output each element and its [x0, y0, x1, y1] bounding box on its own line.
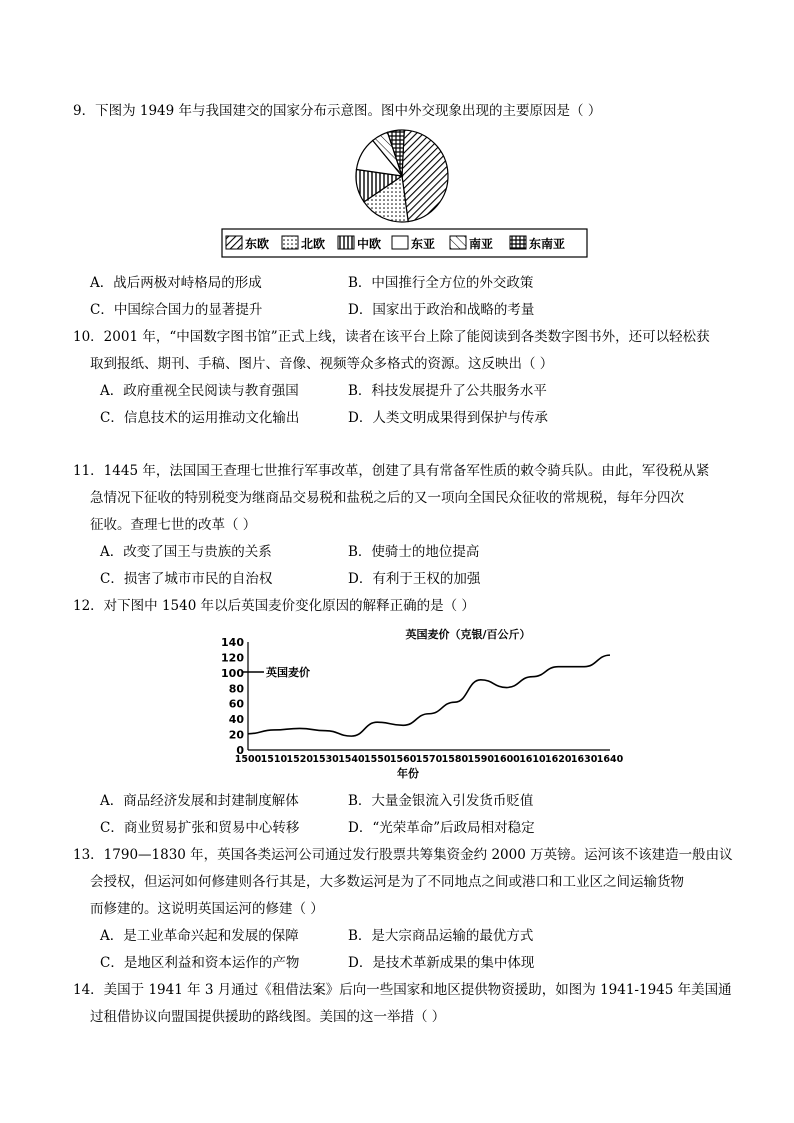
- wheat-price-line-chart: [218, 624, 630, 784]
- q12-option-a[interactable]: A．商品经济发展和封建制度解体: [100, 793, 299, 809]
- y-tick-80: 80: [228, 682, 244, 696]
- legend-label-2: 中欧: [357, 237, 382, 251]
- x-axis-label: 年份: [397, 767, 419, 780]
- chart-title: 英国麦价（克银/百公斤）: [405, 628, 531, 641]
- legend-swatch-0: [226, 236, 242, 249]
- x-tick-1500: 1500: [234, 754, 262, 765]
- legend-label-5: 东南亚: [529, 237, 566, 251]
- x-tick-1630: 1630: [570, 754, 598, 765]
- legend-label-1: 北欧: [301, 237, 326, 251]
- legend-swatch-5: [510, 236, 526, 249]
- legend-label: 英国麦价: [266, 666, 310, 679]
- x-tick-1540: 1540: [338, 754, 365, 765]
- q13-stem-line3: 而修建的。这说明英国运河的修建（ ）: [90, 901, 324, 917]
- q14-stem-line2: 过租借协议向盟国提供援助的路线图。美国的这一举措（ ）: [90, 1009, 446, 1025]
- q11-option-b[interactable]: B．使骑士的地位提高: [348, 544, 480, 560]
- x-tick-1580: 1580: [441, 754, 469, 765]
- y-tick-40: 40: [228, 713, 244, 727]
- q9-pie-figure: [218, 126, 590, 262]
- legend-label-3: 东亚: [411, 237, 436, 251]
- q10-option-c[interactable]: C．信息技术的运用推动文化输出: [100, 410, 300, 426]
- pie-slice-0: [402, 130, 448, 222]
- q13-option-a[interactable]: A．是工业革命兴起和发展的保障: [100, 928, 299, 944]
- q10-stem-line2: 取到报纸、期刊、手稿、图片、音像、视频等众多格式的资源。这反映出（ ）: [90, 356, 554, 372]
- legend-swatch-3: [392, 236, 408, 249]
- q9-option-c[interactable]: C．中国综合国力的显著提升: [90, 302, 263, 318]
- q10-option-d[interactable]: D．人类文明成果得到保护与传承: [348, 410, 548, 426]
- y-tick-60: 60: [228, 697, 244, 711]
- q11-option-c[interactable]: C．损害了城市市民的自治权: [100, 571, 273, 587]
- legend-swatch-4: [450, 236, 466, 249]
- x-tick-1550: 1550: [364, 754, 391, 765]
- q11-option-d[interactable]: D．有利于王权的加强: [348, 571, 481, 587]
- x-tick-1590: 1590: [467, 754, 494, 765]
- x-tick-1640: 1640: [596, 754, 624, 765]
- y-tick-100: 100: [221, 666, 244, 680]
- x-tick-labels: [235, 754, 624, 765]
- pie-slices: [356, 130, 448, 222]
- q11-option-a[interactable]: A．改变了国王与贵族的关系: [100, 544, 272, 560]
- x-tick-1510: 1510: [260, 754, 288, 765]
- y-tick-120: 120: [221, 651, 244, 665]
- x-tick-1570: 1570: [415, 754, 443, 765]
- y-tick-140: 140: [221, 636, 244, 649]
- q13-stem-line1: 13．1790—1830 年，英国各类运河公司通过发行股票共筹集资金约 2000 万英镑。运河该不该建造一般由议: [73, 847, 733, 863]
- q14-stem-line1: 14．美国于 1941 年 3 月通过《租借法案》后向一些国家和地区提供物资援助，如图为 1941-1945 年美国通: [73, 982, 732, 998]
- q12-stem: 12．对下图中 1540 年以后英国麦价变化原因的解释正确的是（ ）: [73, 598, 475, 614]
- q9-option-a[interactable]: A．战后两极对峙格局的形成: [90, 275, 262, 291]
- legend-swatch-2: [338, 236, 354, 249]
- legend-label-4: 南亚: [469, 237, 494, 251]
- q11-stem-line1: 11．1445 年，法国国王查理七世推行军事改革，创建了具有常备军性质的敕令骑兵队。由此，军役税从紧: [73, 463, 710, 479]
- chart-axes: [248, 642, 610, 750]
- legend-swatch-1: [282, 236, 298, 249]
- legend-label-0: 东欧: [245, 237, 270, 251]
- x-tick-1610: 1610: [519, 754, 546, 765]
- q13-option-b[interactable]: B．是大宗商品运输的最优方式: [348, 928, 534, 944]
- q12-option-d[interactable]: D．“光荣革命”后政局相对稳定: [348, 820, 535, 836]
- q13-stem-line2: 会授权，但运河如何修建则各行其是，大多数运河是为了不同地点之间或港口和工业区之间运输货物: [90, 874, 684, 890]
- q9-option-b[interactable]: B．中国推行全方位的外交政策: [348, 275, 534, 291]
- q10-option-b[interactable]: B．科技发展提升了公共服务水平: [348, 383, 547, 399]
- x-tick-1530: 1530: [312, 754, 339, 765]
- q13-option-c[interactable]: C．是地区利益和资本运作的产物: [100, 955, 300, 971]
- x-tick-1620: 1620: [545, 754, 572, 765]
- q10-stem-line1: 10．2001 年，“中国数字图书馆”正式上线，读者在该平台上除了能阅读到各类数字图书外，还可以轻松获: [73, 329, 710, 345]
- q9-option-d[interactable]: D．国家出于政治和战略的考量: [348, 302, 535, 318]
- q9-stem: 9．下图为 1949 年与我国建交的国家分布示意图。图中外交现象出现的主要原因是（ ）: [73, 103, 602, 119]
- q12-option-c[interactable]: C．商业贸易扩张和贸易中心转移: [100, 820, 300, 836]
- x-tick-1520: 1520: [286, 754, 313, 765]
- q10-option-a[interactable]: A．政府重视全民阅读与教育强国: [100, 383, 299, 399]
- y-tick-0: 0: [236, 744, 244, 757]
- y-tick-20: 20: [228, 728, 244, 742]
- x-tick-1600: 1600: [493, 754, 520, 765]
- q12-option-b[interactable]: B．大量金银流入引发货币贬值: [348, 793, 534, 809]
- q11-stem-line2: 急情况下征收的特别税变为继商品交易税和盐税之后的又一项向全国民众征收的常规税，每年分四次: [90, 490, 684, 506]
- y-tick-labels: [221, 636, 244, 757]
- q13-option-d[interactable]: D．是技术革新成果的集中体现: [348, 955, 535, 971]
- q11-stem-line3: 征收。查理七世的改革（ ）: [90, 517, 257, 533]
- x-tick-1560: 1560: [389, 754, 417, 765]
